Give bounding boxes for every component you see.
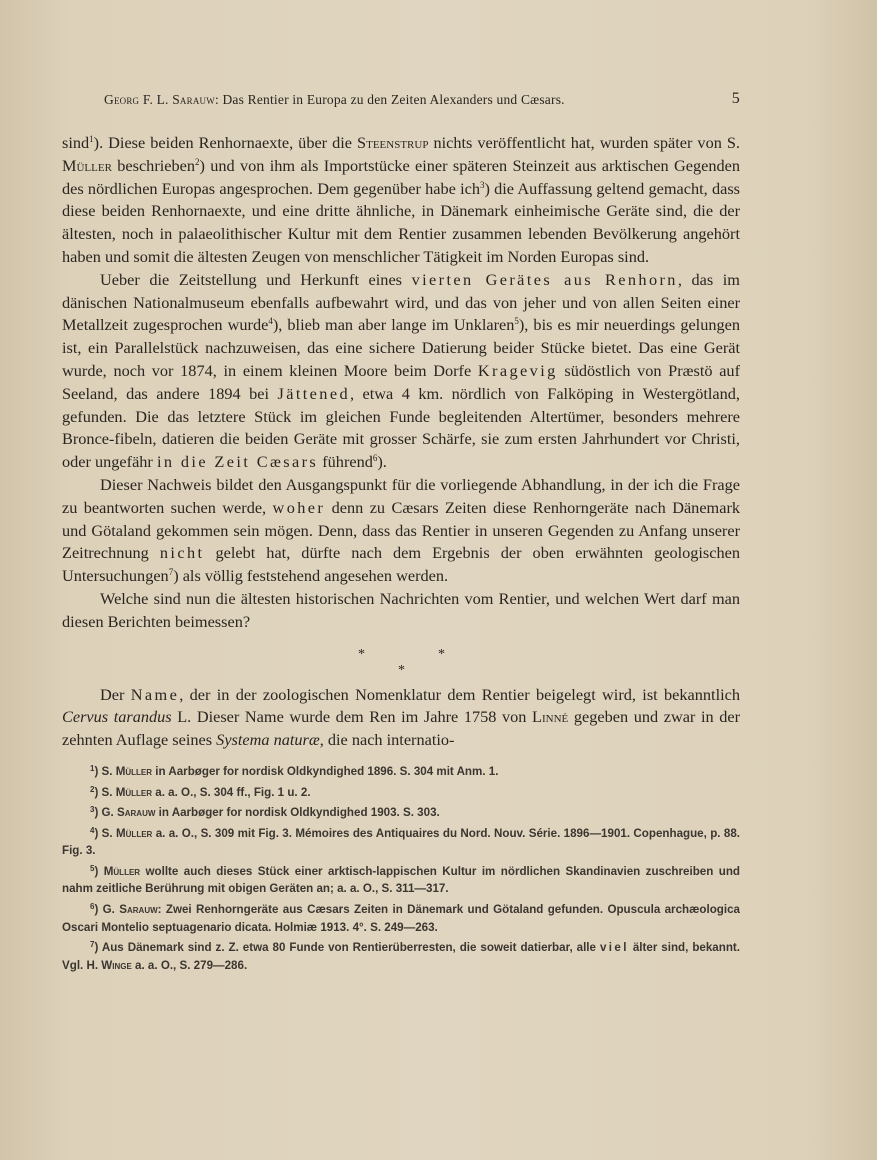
running-head-title: Georg F. L. Sarauw: Das Rentier in Europa zu den Zeiten Alexanders und Cæsars. xyxy=(104,92,565,107)
paragraph-1: sind$^1$). Diese beiden Renhornaexte, über die Steenstrup nichts veröffentlicht hat, wurden später von S. Müller beschrieben$^2$) und von ihm als Importstücke einer späteren Steinzeit aus arktischen Gegenden des nördlichen Europas angesprochen. Dem gegenüber habe ich$^3$) die Auffassung geltend gemacht, dass diese beiden Renhornaexte, und eine dritte ähnliche, in Dänemark einheimische Geräte sind, die der ältesten, noch in palaeolithischer Kultur mit dem Rentier zusammen lebenden Bevölkerung angehört haben und somit die ältesten Zeugen von menschlicher Tätigkeit im Norden Europas sind. xyxy=(62,133,740,266)
footnote-7: $^7$) Aus Dänemark sind z. Z. etwa 80 Funde von Rentierüberresten, die soweit datierbar, alle viel älter sind, bekannt. Vgl. H. Winge a. a. O., S. 279—286. xyxy=(62,940,740,972)
paragraph-5: Der Name, der in der zoologischen Nomenklatur dem Rentier beigelegt wird, ist bekanntlich Cervus tarandus L. Dieser Name wurde dem Ren im Jahre 1758 von Linné gegeben und zwar in der zehnten Auflage seines Systema naturæ, die nach internatio- xyxy=(62,684,740,750)
footnote-5: $^5$) Müller wollte auch dieses Stück einer arktisch-lappischen Kultur im nördlichen Skandinavien zuschreiben und nahm zeitliche Berührung mit obigen Geräten an; a. a. O., S. 311—317. xyxy=(62,863,740,896)
paragraph-4: Welche sind nun die ältesten historischen Nachrichten vom Rentier, und welchen Wert darf man diesen Berichten beimessen? xyxy=(62,588,740,631)
section-separator xyxy=(62,640,740,680)
footnote-ref[interactable]: 5 xyxy=(514,316,519,327)
asterisk: * xyxy=(398,662,405,678)
asterisk: * xyxy=(438,646,445,662)
asterisk: * xyxy=(358,646,365,662)
footnote-ref[interactable]: 1 xyxy=(89,134,94,144)
footnote-3: $^3$) G. Sarauw in Aarbøger for nordisk Oldkyndighed 1903. S. 303. xyxy=(90,805,440,820)
footnotes xyxy=(62,760,740,975)
paragraph-3: Dieser Nachweis bildet den Ausgangspunkt für die vorliegende Abhandlung, in der ich die Frage zu beantworten suchen werde, woher denn zu Cæsars Zeiten diese Renhorngeräte nach Dänemark und Götaland gekommen sein mögen. Denn, dass das Rentier in unseren Gegenden zu Anfang unserer Zeitrechnung nicht gelebt hat, dürfte nach dem Ergebnis der oben erwähnten geologischen Untersuchungen$^7$) als völlig feststehend angesehen werden. xyxy=(62,474,741,586)
footnote-2: $^2$) S. Müller a. a. O., S. 304 ff., Fig. 1 u. 2. xyxy=(90,784,311,799)
footnote-4: $^4$) S. Müller a. a. O., S. 309 mit Fig. 3. Mémoires des Antiquaires du Nord. Nouv. Série. 1896—1901. Copenhague, p. 88. Fig. 3. xyxy=(62,825,740,858)
footnote-ref[interactable]: 4 xyxy=(268,316,273,327)
page-number: 5 xyxy=(731,90,740,107)
footnote-1: $^1$) S. Müller in Aarbøger for nordisk Oldkyndighed 1896. S. 304 mit Anm. 1. xyxy=(90,763,499,778)
page xyxy=(62,88,740,974)
footnote-ref[interactable]: 6 xyxy=(372,453,378,464)
body-text xyxy=(62,132,740,752)
footnote-ref[interactable]: 2 xyxy=(195,156,200,167)
paragraph-2: Ueber die Zeitstellung und Herkunft eines vierten Gerätes aus Renhorn, das im dänischen Nationalmuseum ebenfalls aufbewahrt wird, und das von jeher und von allen Seiten einer Metallzeit zugesprochen wurde$^4$), blieb man aber lange im Unklaren$^5$), bis es mir neuerdings gelungen ist, ein Parallelstück nachzuweisen, das eine sichere Datierung beider Stücke bietet. Das eine Gerät wurde, noch vor 1874, in einem kleinen Moore beim Dorfe Kragevig südöstlich von Præstö auf Seeland, das andere 1894 bei Jättened, etwa 4 km. nördlich von Falköping in Westergötland, gefunden. Die das letztere Stück im gleichen Funde begleitenden Altertümer, besonders mehrere Bronce-fibeln, datieren die beiden Geräte mit grosser Schärfe, sie zum ersten Jahrhundert vor Christi, oder ungefähr in die Zeit Cæsars führend$^6$). xyxy=(62,269,740,472)
footnote-6: $^6$) G. Sarauw: Zwei Renhorngeräte aus Cæsars Zeiten in Dänemark und Götaland gefunden. Opuscula archæologica Oscari Montelio septuagenario dicata. Holmiæ 1913. 4°. S. 249—263. xyxy=(62,902,740,934)
footnote-ref[interactable]: 7 xyxy=(168,567,174,578)
running-head xyxy=(62,88,740,114)
footnote-ref[interactable]: 3 xyxy=(479,179,485,190)
